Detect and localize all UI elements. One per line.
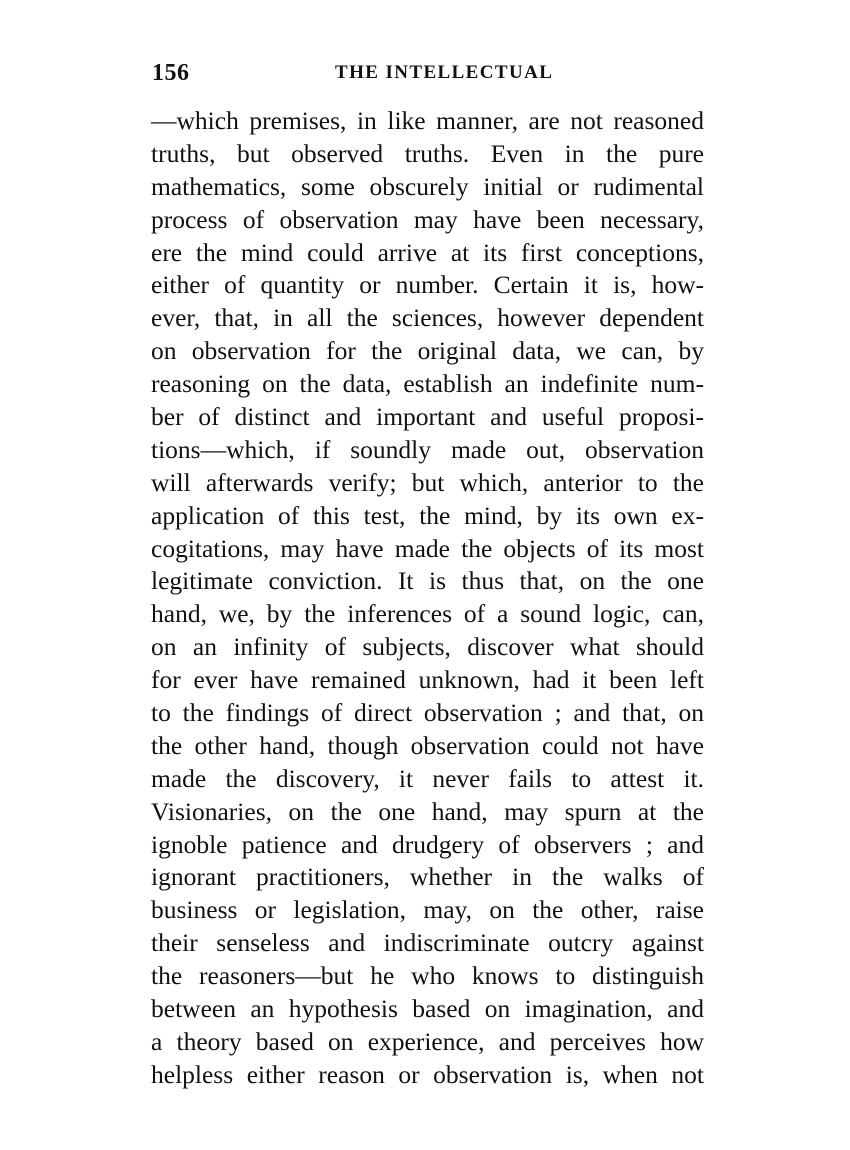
text-line: process of observation may have been necessary,: [151, 204, 704, 234]
text-line: ber of distinct and important and useful proposi-: [151, 402, 704, 432]
text-line: tions—which, if soundly made out, observation: [151, 434, 704, 464]
text-line: for ever have remained unknown, had it been left: [151, 665, 704, 695]
text-line: between an hypothesis based on imagination, and: [151, 994, 704, 1024]
text-line: their senseless and indiscriminate outcry against: [151, 928, 704, 958]
text-line: Visionaries, on the one hand, may spurn at the: [151, 796, 704, 826]
text-line: truths, but observed truths. Even in the pure: [151, 138, 704, 168]
text-line: ignoble patience and drudgery of observers ; and: [151, 829, 704, 859]
text-line: the other hand, though observation could not have: [151, 730, 704, 760]
page-number: 156: [152, 60, 190, 86]
text-line: ever, that, in all the sciences, however dependent: [151, 303, 704, 333]
text-line: hand, we, by the inferences of a sound logic, can,: [151, 599, 704, 629]
text-line: legitimate conviction. It is thus that, on the one: [151, 566, 704, 596]
text-line: ignorant practitioners, whether in the walks of: [151, 862, 704, 892]
text-line: mathematics, some obscurely initial or rudimental: [151, 171, 704, 201]
text-line: reasoning on the data, establish an indefinite num-: [151, 369, 704, 399]
text-line: a theory based on experience, and perceives how: [151, 1026, 704, 1056]
text-line: helpless either reason or observation is, when not: [151, 1059, 704, 1089]
text-line: ere the mind could arrive at its first conceptions,: [151, 237, 704, 267]
text-line: on an infinity of subjects, discover what should: [151, 632, 704, 662]
text-line: the reasoners—but he who knows to distinguish: [151, 961, 704, 991]
text-line: business or legislation, may, on the other, raise: [151, 895, 704, 925]
text-line: will afterwards verify; but which, anterior to the: [151, 467, 704, 497]
text-line: —which premises, in like manner, are not reasoned: [151, 106, 704, 135]
text-line: to the findings of direct observation ; and that, on: [151, 698, 704, 728]
running-head: [150, 58, 705, 92]
text-line: on observation for the original data, we can, by: [151, 336, 704, 366]
text-line: application of this test, the mind, by its own ex-: [151, 500, 704, 530]
body-text: [151, 105, 704, 1092]
text-line: made the discovery, it never fails to attest it.: [151, 763, 704, 793]
text-line: either of quantity or number. Certain it is, how-: [151, 270, 704, 300]
text-line: cogitations, may have made the objects of its most: [151, 533, 704, 563]
running-title: THE INTELLECTUAL: [335, 62, 554, 83]
